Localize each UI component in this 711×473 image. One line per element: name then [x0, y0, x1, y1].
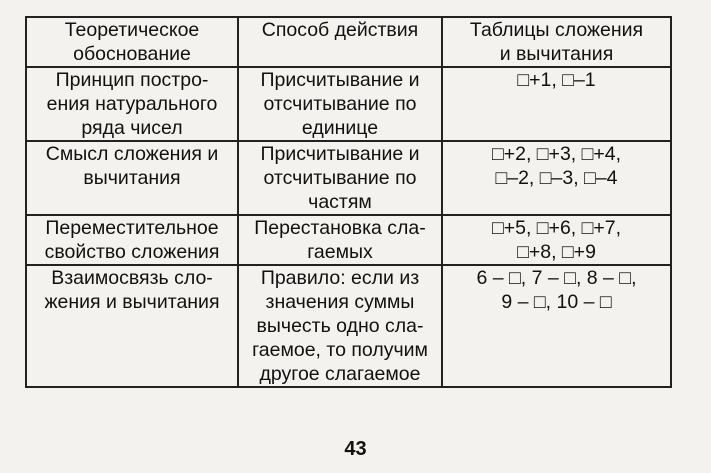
- table-row: [26, 141, 671, 215]
- header-method: Способ действия: [238, 17, 442, 67]
- header-theoretical-basis: Теоретическое обоснование: [26, 17, 238, 67]
- method-cell: Присчитывание и отсчитывание по единице: [238, 67, 442, 141]
- tables-cell: □+1, □–1: [442, 67, 671, 141]
- method-cell: Присчитывание и отсчитывание по частям: [238, 141, 442, 215]
- basis-cell: Взаимосвязь сло- жения и вычитания: [26, 265, 238, 387]
- basis-cell: Принцип постро- ения натурального ряда чисел: [26, 67, 238, 141]
- tables-cell: □+2, □+3, □+4, □–2, □–3, □–4: [442, 141, 671, 215]
- header-row: [26, 17, 671, 67]
- basis-cell: Переместительное свойство сложения: [26, 215, 238, 265]
- table-row: [26, 215, 671, 265]
- basis-cell: Смысл сложения и вычитания: [26, 141, 238, 215]
- page-number: 43: [344, 438, 367, 460]
- tables-cell: 6 – □, 7 – □, 8 – □, 9 – □, 10 – □: [442, 265, 671, 387]
- method-cell: Правило: если из значения суммы вычесть одно сла- гаемое, то получим другое слагаемое: [238, 265, 442, 387]
- table-row: [26, 265, 671, 387]
- addition-subtraction-table: [25, 16, 672, 388]
- method-cell: Перестановка сла- гаемых: [238, 215, 442, 265]
- table-row: [26, 67, 671, 141]
- tables-cell: □+5, □+6, □+7, □+8, □+9: [442, 215, 671, 265]
- header-tables: Таблицы сложения и вычитания: [442, 17, 671, 67]
